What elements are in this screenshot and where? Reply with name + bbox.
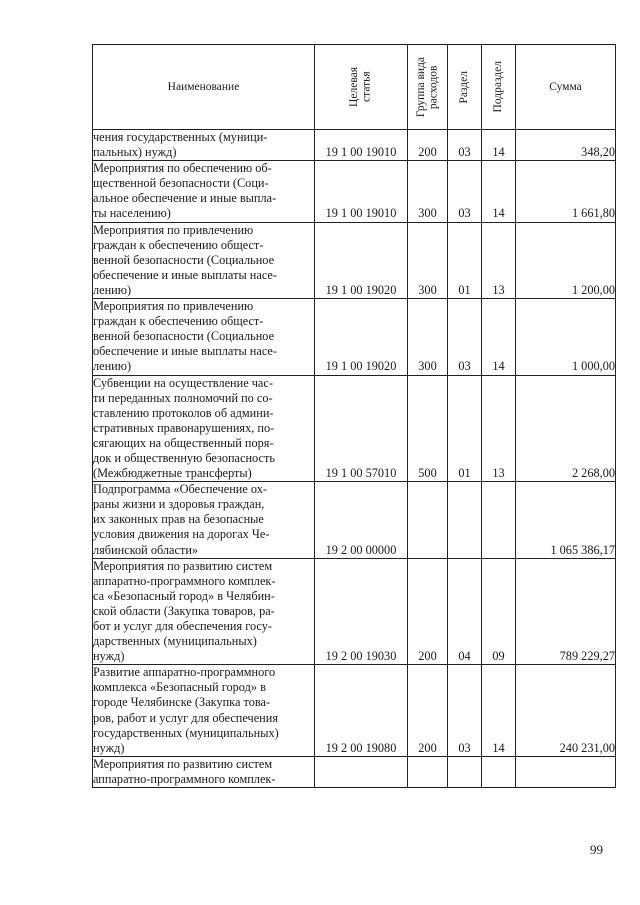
row-group: 300 bbox=[408, 299, 448, 375]
header-subsection: Подраздел bbox=[492, 61, 505, 113]
row-sum: 1 661,80 bbox=[516, 161, 616, 222]
row-section: 01 bbox=[448, 375, 482, 482]
table-header-row bbox=[93, 45, 616, 130]
table-row bbox=[93, 222, 616, 298]
row-section: 03 bbox=[448, 161, 482, 222]
row-name: Мероприятия по развитию систем аппаратно-программного комплек- bbox=[93, 756, 315, 787]
row-article: 19 2 00 19030 bbox=[315, 558, 408, 665]
row-subsection: 14 bbox=[482, 299, 516, 375]
table-row bbox=[93, 375, 616, 482]
row-sum bbox=[516, 756, 616, 787]
row-section: 03 bbox=[448, 299, 482, 375]
header-section: Раздел bbox=[458, 70, 471, 104]
row-group: 200 bbox=[408, 558, 448, 665]
table-row bbox=[93, 130, 616, 161]
row-subsection: 14 bbox=[482, 665, 516, 757]
header-sum: Сумма bbox=[516, 45, 616, 130]
row-subsection: 13 bbox=[482, 222, 516, 298]
row-group: 300 bbox=[408, 161, 448, 222]
row-article: 19 1 00 19010 bbox=[315, 130, 408, 161]
header-subsection-cell bbox=[482, 45, 516, 130]
row-subsection: 14 bbox=[482, 161, 516, 222]
row-name: Развитие аппаратно-программного комплекса «Безопасный город» в городе Челябинске (Закупка това- ров, работ и услуг для обеспечения государственных (муниципальных) нужд) bbox=[93, 665, 315, 757]
table-row bbox=[93, 299, 616, 375]
row-section: 04 bbox=[448, 558, 482, 665]
header-expense-group: Группа вида расходов bbox=[414, 56, 440, 118]
row-article: 19 2 00 00000 bbox=[315, 482, 408, 558]
row-article: 19 2 00 19080 bbox=[315, 665, 408, 757]
row-section: 03 bbox=[448, 130, 482, 161]
budget-table bbox=[92, 44, 616, 788]
row-name: Мероприятия по развитию систем аппаратно-программного комплек- са «Безопасный город» в Челябин- ской области (Закупка товаров, ра- бот и услуг для обеспечения госу- дарственных (муниципальных) нужд) bbox=[93, 558, 315, 665]
row-article: 19 1 00 57010 bbox=[315, 375, 408, 482]
table-row bbox=[93, 482, 616, 558]
row-group: 200 bbox=[408, 130, 448, 161]
row-name: Мероприятия по привлечению граждан к обеспечению общест- венной безопасности (Социальное обеспечение и иные выплаты насе- лению) bbox=[93, 222, 315, 298]
row-name: Мероприятия по обеспечению об- щественной безопасности (Соци- альное обеспечение и иные выпла- ты населению) bbox=[93, 161, 315, 222]
table-row bbox=[93, 665, 616, 757]
row-sum: 240 231,00 bbox=[516, 665, 616, 757]
row-subsection bbox=[482, 482, 516, 558]
table-row bbox=[93, 558, 616, 665]
row-group: 300 bbox=[408, 222, 448, 298]
row-subsection bbox=[482, 756, 516, 787]
header-name: Наименование bbox=[93, 45, 315, 130]
row-sum: 1 000,00 bbox=[516, 299, 616, 375]
row-article: 19 1 00 19020 bbox=[315, 222, 408, 298]
table-row bbox=[93, 756, 616, 787]
row-sum: 789 229,27 bbox=[516, 558, 616, 665]
row-sum: 348,20 bbox=[516, 130, 616, 161]
row-section: 01 bbox=[448, 222, 482, 298]
header-section-cell bbox=[448, 45, 482, 130]
row-section bbox=[448, 482, 482, 558]
row-sum: 1 200,00 bbox=[516, 222, 616, 298]
row-group: 200 bbox=[408, 665, 448, 757]
row-group bbox=[408, 482, 448, 558]
row-name: Мероприятия по привлечению граждан к обеспечению общест- венной безопасности (Социальное обеспечение и иные выплаты насе- лению) bbox=[93, 299, 315, 375]
row-subsection: 14 bbox=[482, 130, 516, 161]
row-sum: 2 268,00 bbox=[516, 375, 616, 482]
table-row bbox=[93, 161, 616, 222]
row-section bbox=[448, 756, 482, 787]
header-article-cell bbox=[315, 45, 408, 130]
row-name: Подпрограмма «Обеспечение ох- раны жизни и здоровья граждан, их законных прав на безопасные условия движения на дорогах Че- лябинской области» bbox=[93, 482, 315, 558]
row-subsection: 13 bbox=[482, 375, 516, 482]
row-subsection: 09 bbox=[482, 558, 516, 665]
row-article bbox=[315, 756, 408, 787]
row-group: 500 bbox=[408, 375, 448, 482]
row-article: 19 1 00 19010 bbox=[315, 161, 408, 222]
row-name: Субвенции на осуществление час- ти переданных полномочий по со- ставлению протоколов об админи- стративных правонарушениях, по- сягающих на общественный поря- док и общественную безопасность (Межбюджетные трансферты) bbox=[93, 375, 315, 482]
row-article: 19 1 00 19020 bbox=[315, 299, 408, 375]
row-section: 03 bbox=[448, 665, 482, 757]
header-expense-group-cell bbox=[408, 45, 448, 130]
row-name: чения государственных (муници- пальных) нужд) bbox=[93, 130, 315, 161]
row-sum: 1 065 386,17 bbox=[516, 482, 616, 558]
header-article: Целевая статья bbox=[348, 67, 373, 107]
page-number: 99 bbox=[590, 842, 603, 857]
row-group bbox=[408, 756, 448, 787]
